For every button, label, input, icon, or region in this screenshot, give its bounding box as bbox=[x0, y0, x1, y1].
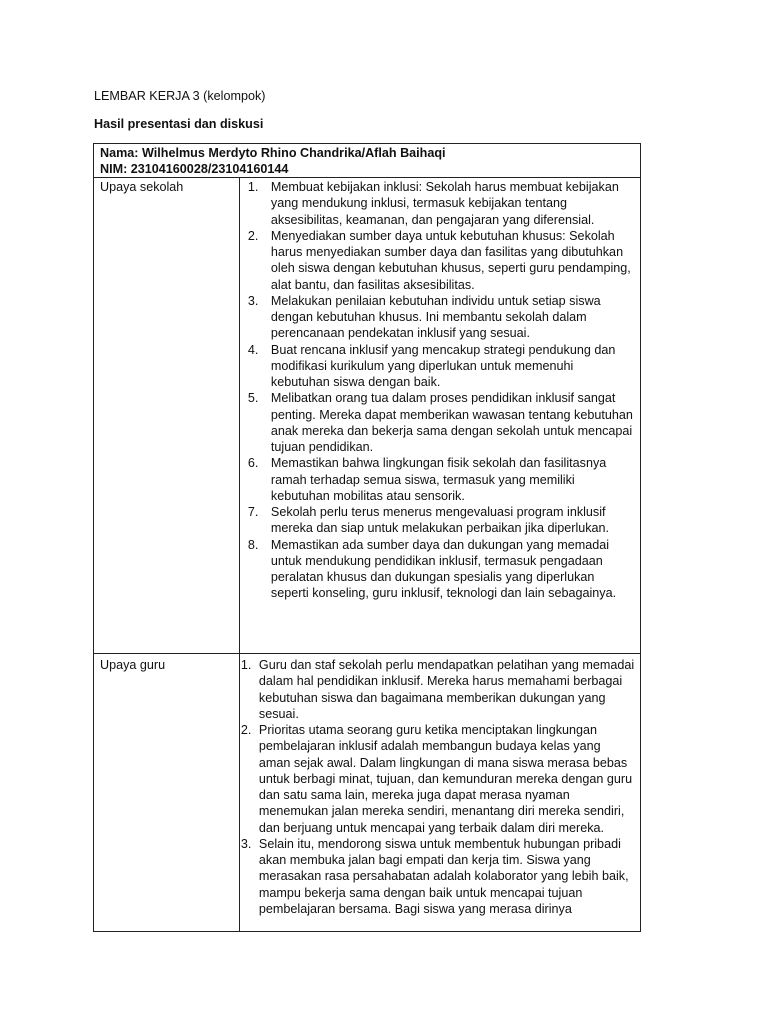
list-item bbox=[246, 179, 635, 228]
list-item bbox=[240, 722, 635, 836]
list-item-text: Prioritas utama seorang guru ketika menciptakan lingkungan pembelajaran inklusif adalah membangun budaya kelas yang aman sejak awal. Dalam lingkungan di mana siswa merasa bebas untuk berbagi minat, tujuan, dan kemunduran mereka dengan guru dan satu sama lain, mereka juga dapat merasa nyaman menemukan jalan mereka sendiri, menantang diri mereka sendiri, dan berjuang untuk mencapai yang terbaik dalam diri mereka. bbox=[258, 723, 633, 835]
document-title: LEMBAR KERJA 3 (kelompok) bbox=[94, 89, 266, 103]
list-item-text: Memastikan ada sumber daya dan dukungan yang memadai untuk mendukung pendidikan inklusif, termasuk pengadaan peralatan khusus dan dukungan spesialis yang diperlukan seperti konseling, guru inklusif, teknologi dan lain sebagainya. bbox=[270, 537, 617, 601]
list-number: 5. bbox=[247, 391, 259, 406]
list-item bbox=[240, 836, 635, 917]
header-cell bbox=[94, 144, 641, 178]
table-row-upaya-guru bbox=[94, 654, 641, 932]
list-item bbox=[246, 537, 635, 602]
list-item-text: Menyediakan sumber daya untuk kebutuhan khusus: Sekolah harus menyediakan sumber daya dan fasilitas yang dibutuhkan oleh siswa dengan kebutuhan khusus, seperti guru pendamping, alat bantu, dan fasilitas aksesibilitas. bbox=[270, 228, 631, 292]
row-content-upaya-guru bbox=[239, 654, 640, 932]
list-number: 7. bbox=[247, 505, 259, 519]
worksheet-table bbox=[93, 143, 641, 932]
list-item-text: Selain itu, mendorong siswa untuk membentuk hubungan pribadi akan membuka jalan bagi empati dan kerja tim. Siswa yang merasakan rasa persahabatan adalah kolaborator yang lebih baik, mampu bekerja sama dengan baik untuk mencapai tujuan pembelajaran bersama. Bagi siswa yang merasa dirinya bbox=[258, 836, 629, 916]
row-label-upaya-guru bbox=[94, 654, 240, 932]
list-item-text: Melakukan penilaian kebutuhan individu untuk setiap siswa dengan kebutuhan khusus. Ini membantu sekolah dalam perencanaan pendekatan inklusif yang sesuai. bbox=[270, 293, 601, 341]
row-label-upaya-sekolah: Upaya sekolah bbox=[94, 178, 240, 654]
row-content-upaya-sekolah bbox=[239, 178, 640, 654]
list-item bbox=[246, 293, 635, 342]
list-item-text: Membuat kebijakan inklusi: Sekolah harus membuat kebijakan yang mendukung inklusi, termasuk kebijakan tentang aksesibilitas, keamanan, dan pengajaran yang diferensial. bbox=[270, 180, 619, 227]
list-item bbox=[240, 657, 635, 722]
list-item-text: Memastikan bahwa lingkungan fisik sekolah dan fasilitasnya ramah terhadap semua siswa, termasuk yang memiliki kebutuhan mobilitas atau sensorik. bbox=[270, 456, 607, 503]
header-row bbox=[94, 144, 641, 178]
list-item bbox=[246, 228, 635, 293]
list-item-text: Sekolah perlu terus menerus mengevaluasi program inklusif mereka dan siap untuk melakukan perbaikan jika diperlukan. bbox=[270, 505, 610, 536]
content-wrap bbox=[240, 655, 635, 917]
list-number: 2. bbox=[247, 228, 259, 243]
list-item-text: Guru dan staf sekolah perlu mendapatkan pelatihan yang memadai dalam hal pendidikan inklusif. Mereka harus memahami berbagai kebutuhan siswa dan bagaimana memberikan dukungan yang sesuai. bbox=[258, 658, 635, 721]
document-subtitle: Hasil presentasi dan diskusi bbox=[94, 117, 264, 131]
list-number: 2. bbox=[240, 723, 252, 737]
table-row-upaya-sekolah bbox=[94, 178, 641, 654]
list-upaya-guru bbox=[240, 657, 635, 917]
list-number: 8. bbox=[247, 537, 259, 552]
row-label-text: Upaya guru bbox=[100, 658, 166, 672]
list-item bbox=[246, 455, 635, 504]
list-upaya-sekolah bbox=[246, 179, 635, 602]
list-item bbox=[246, 390, 635, 455]
list-item bbox=[246, 342, 635, 391]
list-number: 3. bbox=[247, 293, 259, 308]
list-item-text: Melibatkan orang tua dalam proses pendidikan inklusif sangat penting. Mereka dapat memberikan wawasan tentang kebutuhan anak mereka dan bekerja sama dengan sekolah untuk mencapai tujuan pendidikan. bbox=[270, 391, 633, 454]
list-number: 6. bbox=[247, 456, 259, 471]
student-names: Nama: Wilhelmus Merdyto Rhino Chandrika/Aflah Baihaqi bbox=[100, 146, 446, 160]
list-number: 3. bbox=[240, 836, 252, 851]
list-number: 1. bbox=[247, 180, 259, 194]
student-nim: NIM: 23104160028/23104160144 bbox=[100, 162, 289, 176]
list-number: 4. bbox=[247, 342, 259, 357]
list-item-text: Buat rencana inklusif yang mencakup strategi pendukung dan modifikasi kurikulum yang diperlukan untuk memenuhi kebutuhan siswa dengan baik. bbox=[270, 342, 616, 389]
list-item bbox=[246, 504, 635, 537]
list-number: 1. bbox=[240, 658, 252, 672]
